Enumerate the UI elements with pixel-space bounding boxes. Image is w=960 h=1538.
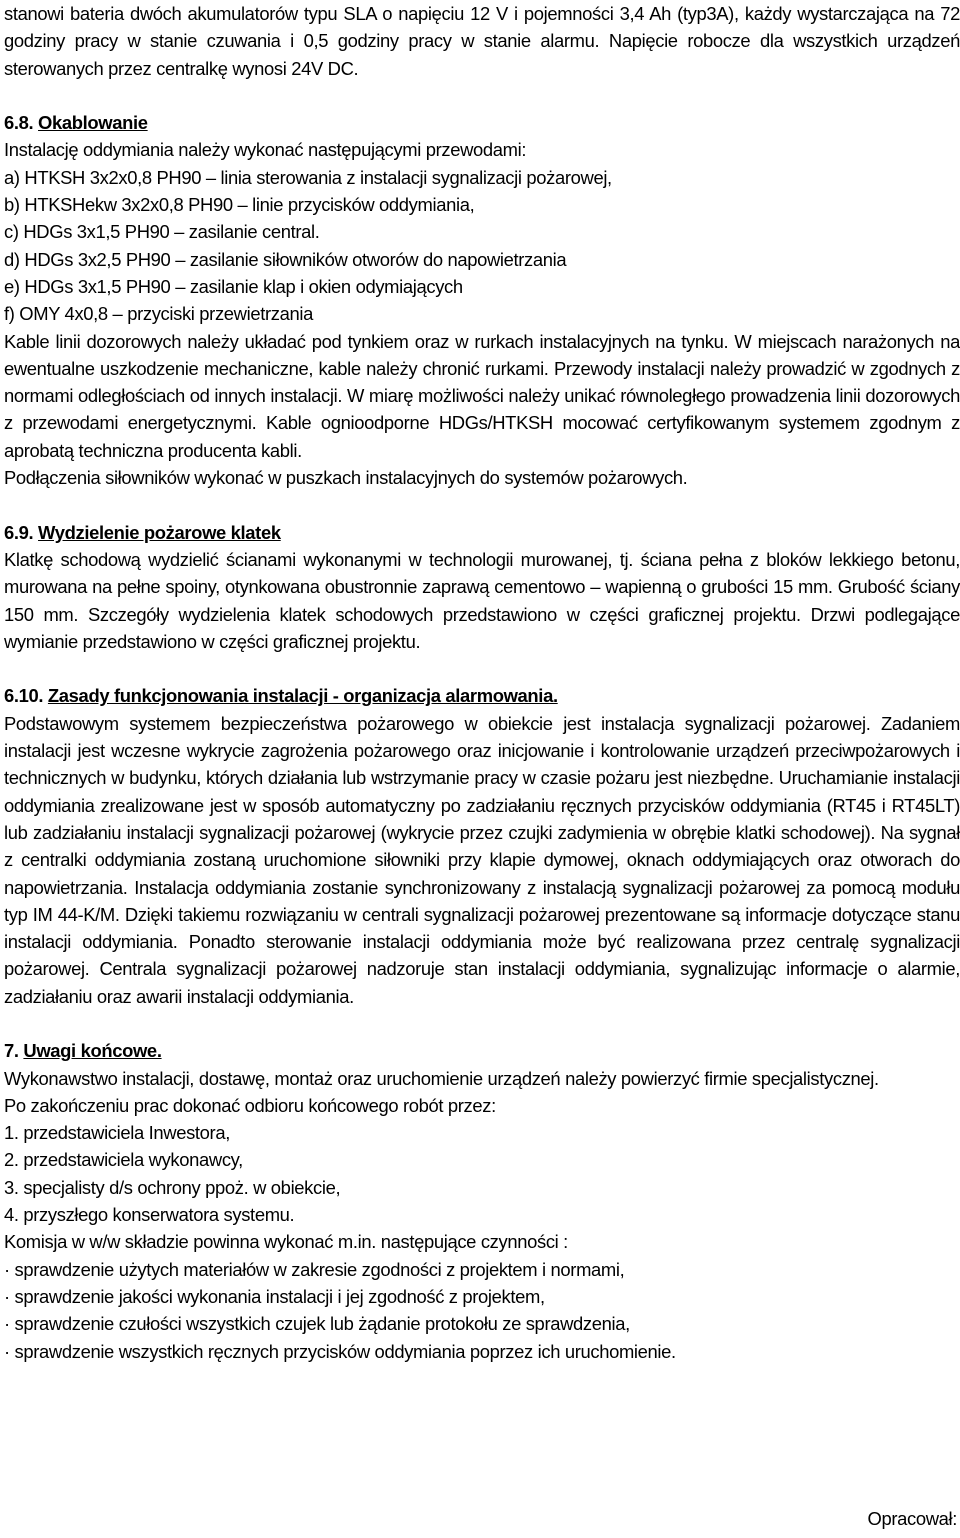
spacer [4, 655, 960, 682]
commission-item: · sprawdzenie użytych materiałów w zakresie zgodności z projektem i normami, [4, 1258, 625, 1280]
cable-item: f) OMY 4x0,8 – przyciski przewietrzania [4, 303, 313, 325]
final-remarks-paragraph: Wykonawstwo instalacji, dostawę, montaż oraz uruchomienie urządzeń należy powierzyć firmie specjalistycznej. [4, 1067, 879, 1089]
intro-paragraph: stanowi bateria dwóch akumulatorów typu SLA o napięciu 12 V i pojemności 3,4 Ah (typ3A), każdy wystarczająca na 72 godziny pracy w stanie czuwania i 0,5 godziny pracy w stanie alarmu. Napięcie robocze dla wszystkich urządzeń sterowanych przez centralkę wynosi 24V DC. [4, 3, 960, 79]
spacer [4, 491, 960, 518]
document-page [4, 0, 960, 1365]
commission-item: · sprawdzenie jakości wykonania instalacji i jej zgodność z projektem, [4, 1285, 545, 1307]
cabling-paragraph: Kable linii dozorowych należy układać pod tynkiem oraz w rurkach instalacyjnych na tynku. W miejscach narażonych na ewentualne uszkodzenie mechaniczne, kable należy chronić rurkami. Przewody instalacji należy prowadzić w zgodnych z normami odległościach od innych instalacji. W miarę możliwości należy unikać równoległego prowadzenia linii dozorowych z przewodami energetycznymi. Kable ognioodporne HDGs/HTKSH mocować certyfikowanym systemem zgodnym z aprobatą techniczna producenta kabli. [4, 330, 960, 461]
section-heading-6-8 [4, 109, 960, 136]
section-heading-6-9 [4, 519, 960, 546]
spacer [4, 1010, 960, 1037]
signature-label: Opracował: [867, 1508, 957, 1529]
commission-intro: Komisja w w/w składzie powinna wykonać m.in. następujące czynności : [4, 1231, 568, 1253]
section-heading-6-10 [4, 682, 960, 709]
section-title: Okablowanie [38, 112, 148, 134]
acceptance-item: 3. specjalisty d/s ochrony ppoż. w obiekcie, [4, 1176, 341, 1198]
commission-item: · sprawdzenie wszystkich ręcznych przycisków oddymiania poprzez ich uruchomienie. [4, 1340, 676, 1362]
section-number: 6.9. [4, 521, 34, 543]
acceptance-item: 1. przedstawiciela Inwestora, [4, 1122, 230, 1144]
cabling-last-line: Podłączenia siłowników wykonać w puszkach instalacyjnych do systemów pożarowych. [4, 467, 688, 489]
section-number: 6.10. [4, 685, 44, 707]
cable-item: b) HTKSHekw 3x2x0,8 PH90 – linie przycisków oddymiania, [4, 194, 475, 216]
cable-item: d) HDGs 3x2,5 PH90 – zasilanie siłowników otworów do napowietrzania [4, 248, 567, 270]
cable-item: c) HDGs 3x1,5 PH90 – zasilanie central. [4, 221, 320, 243]
cabling-intro: Instalację oddymiania należy wykonać następującymi przewodami: [4, 139, 527, 161]
acceptance-item: 2. przedstawiciela wykonawcy, [4, 1149, 243, 1171]
section-number: 7. [4, 1040, 19, 1062]
alarm-organization-paragraph: Podstawowym systemem bezpieczeństwa pożarowego w obiekcie jest instalacja sygnalizacji pożarowej. Zadaniem instalacji jest wczesne wykrycie zagrożenia pożarowego oraz inicjowanie i kontrolowanie urządzeń przeciwpożarowych i technicznych w budynku, których działania lub wstrzymanie pracy w czasie pożaru jest niezbędne. Uruchamianie instalacji oddymiania zrealizowane jest w sposób automatyczny po zadziałaniu ręcznych przycisków oddymiania (RT45 i RT45LT) lub zadziałaniu instalacji sygnalizacji pożarowej (wykrycie przez czujki zadymienia w obrębie klatki schodowej). Na sygnał z centralki oddymiania zostaną uruchomione siłowniki przy klapie dymowej, oknach oddymiających oraz otworach do napowietrzania. Instalacja oddymiania zostanie synchronizowany z instalacją sygnalizacji pożarowej za pomocą modułu typ IM 44-K/M. Dzięki takiemu rozwiązaniu w centrali sygnalizacji pożarowej prezentowane są informacje dotyczące stanu instalacji oddymiania. Ponadto sterowanie instalacji oddymiania może być realizowana przez centralę sygnalizacji pożarowej. Centrala sygnalizacji pożarowej nadzoruje stan instalacji oddymiania, sygnalizując informacje o alarmie, zadziałaniu oraz awarii instalacji oddymiania. [4, 712, 960, 1007]
spacer [4, 82, 960, 109]
section-title: Wydzielenie pożarowe klatek [38, 521, 281, 543]
fire-separation-paragraph: Klatkę schodową wydzielić ścianami wykonanymi w technologii murowanej, tj. ściana pełna z bloków lekkiego betonu, murowana na pełne spoiny, otynkowana obustronnie zaprawą cementowo – wapienną o grubości 15 mm. Grubość ściany 150 mm. Szczegóły wydzielenia klatek schodowych przedstawiono w części graficznej projektu. Drzwi podlegające wymianie przedstawiono w części graficznej projektu. [4, 548, 960, 652]
acceptance-item: 4. przyszłego konserwatora systemu. [4, 1204, 295, 1226]
section-title: Uwagi końcowe. [23, 1040, 162, 1062]
section-heading-7 [4, 1037, 960, 1064]
commission-item: · sprawdzenie czułości wszystkich czujek lub żądanie protokołu ze sprawdzenia, [4, 1313, 630, 1335]
section-number: 6.8. [4, 112, 34, 134]
section-title: Zasady funkcjonowania instalacji - organizacja alarmowania. [47, 685, 558, 707]
acceptance-intro: Po zakończeniu prac dokonać odbioru końcowego robót przez: [4, 1094, 496, 1116]
cable-item: a) HTKSH 3x2x0,8 PH90 – linia sterowania z instalacji sygnalizacji pożarowej, [4, 166, 612, 188]
cable-item: e) HDGs 3x1,5 PH90 – zasilanie klap i okien odymiających [4, 275, 463, 297]
